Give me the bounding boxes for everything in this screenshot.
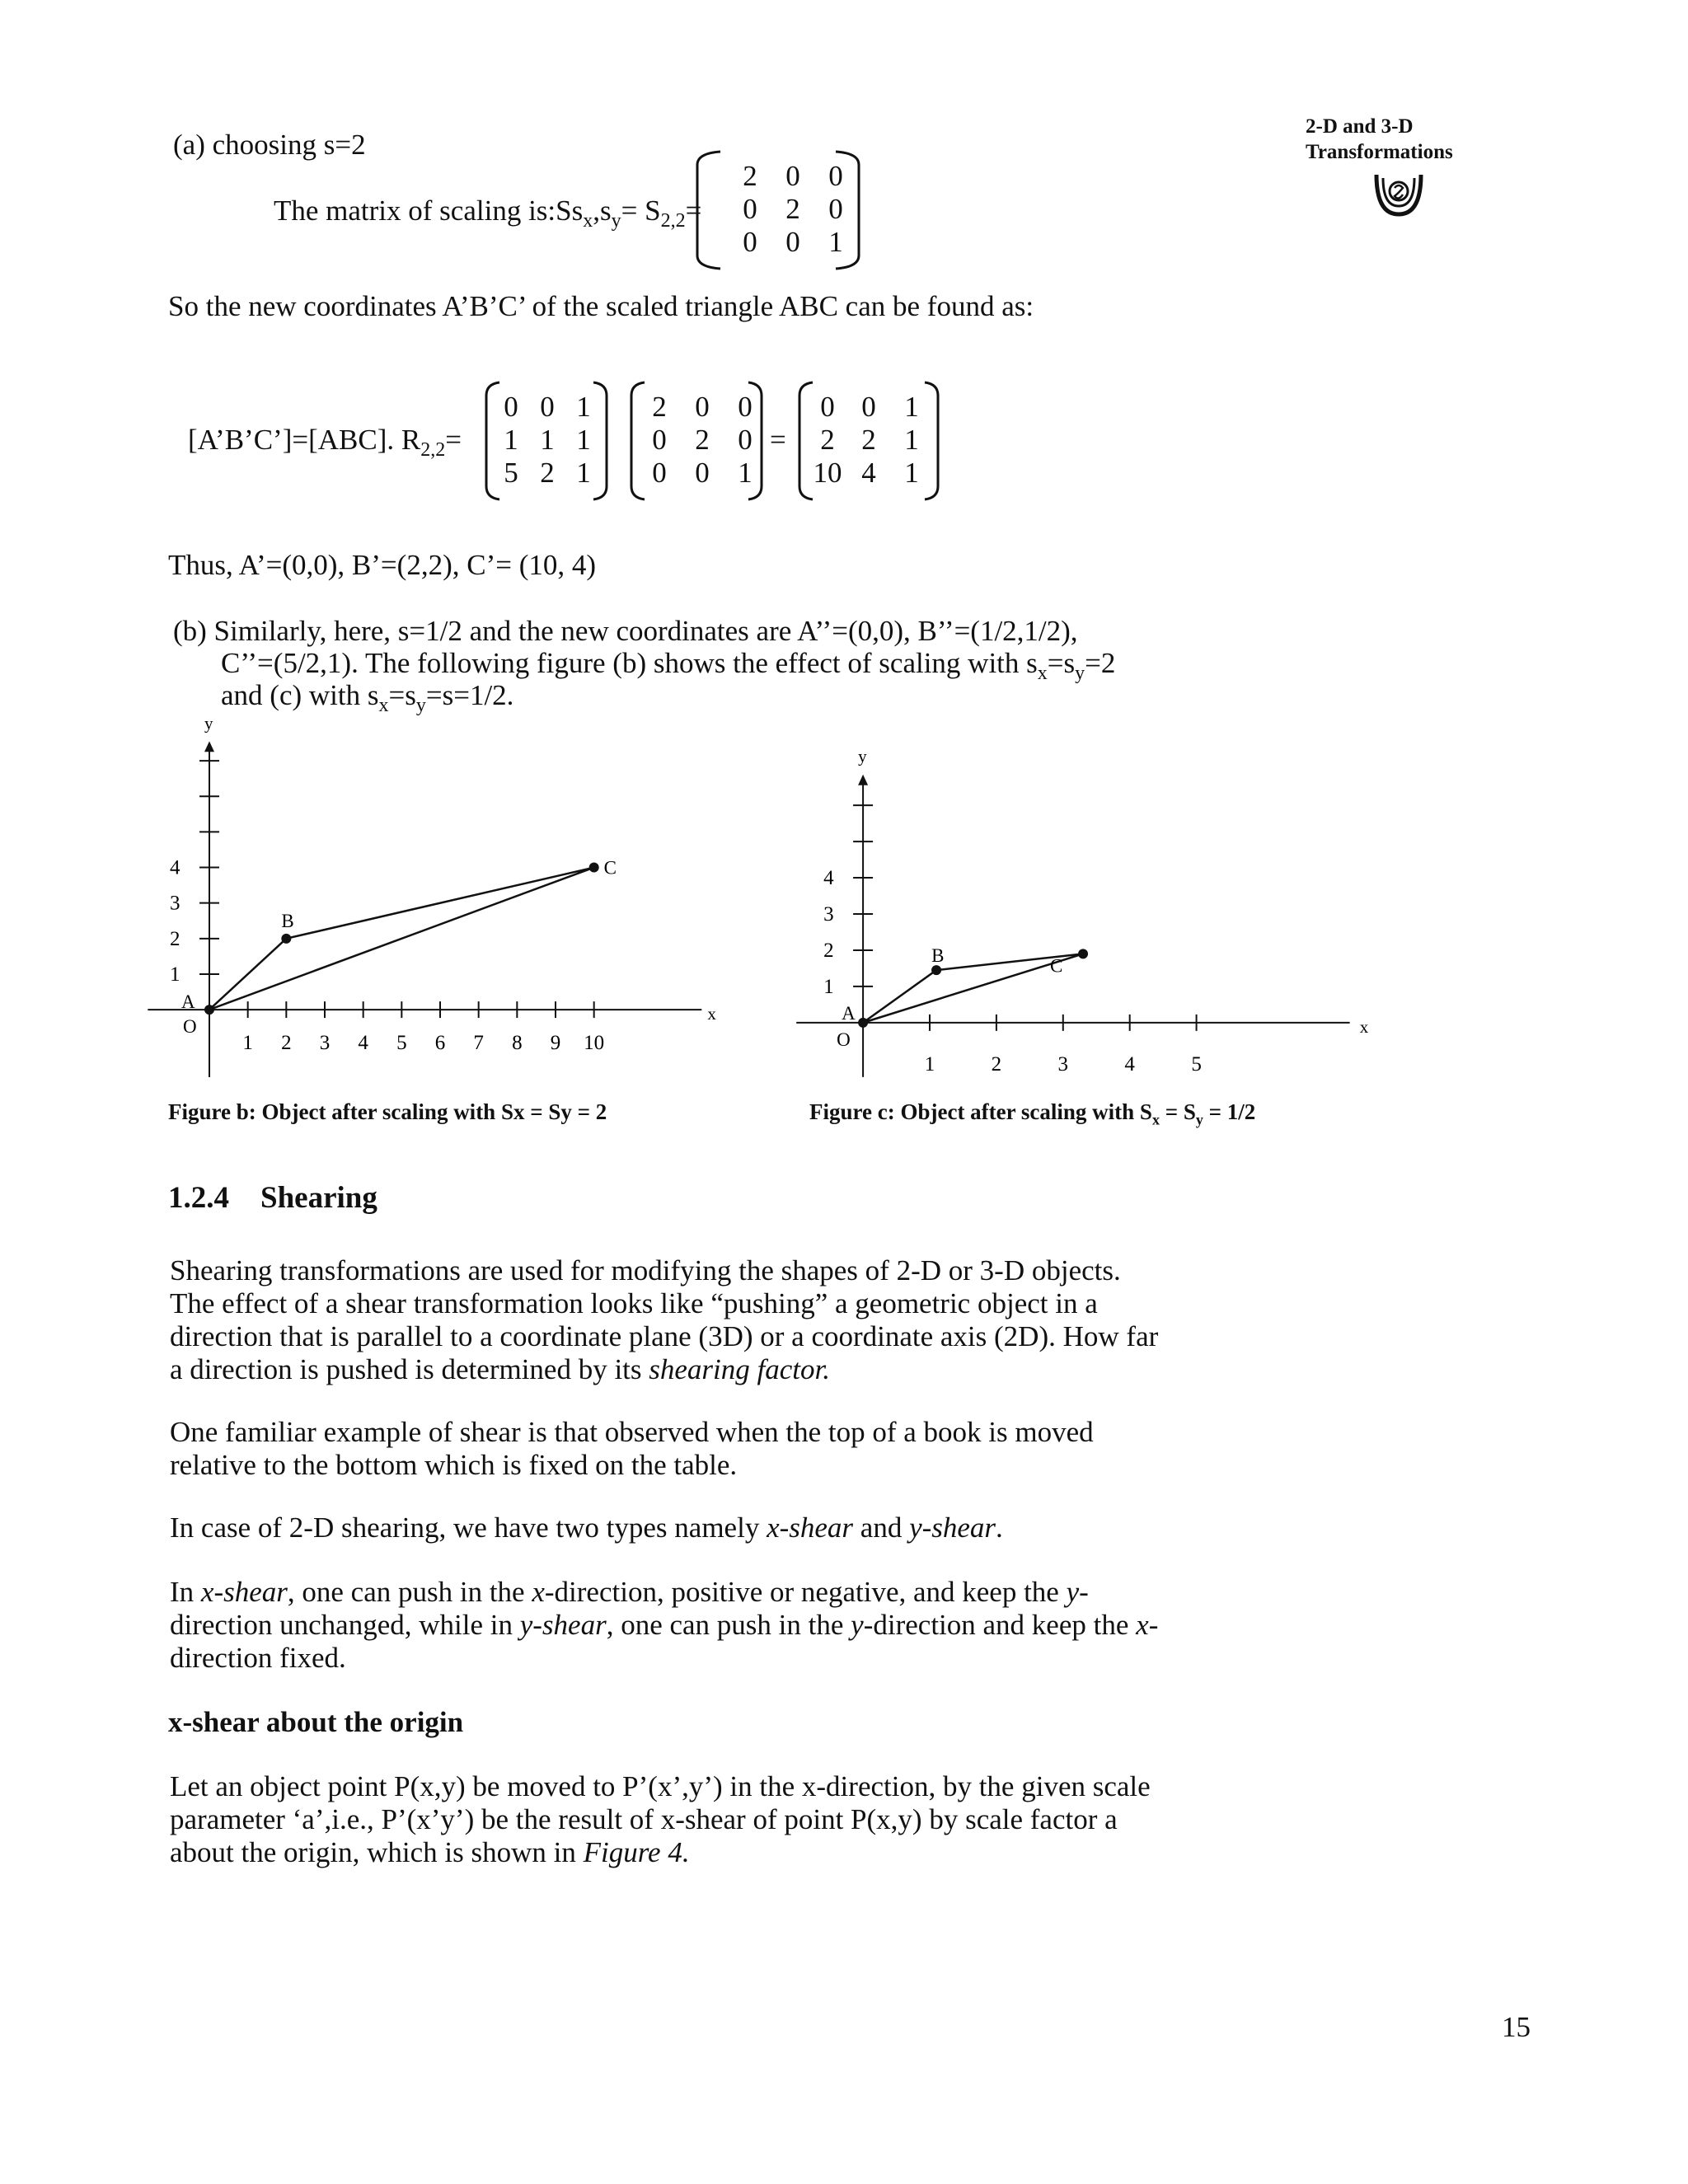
paragraph-intro: Shearing transformations are used for modifying the shapes of 2-D or 3-D objects. The effect of a shear transformation looks like “pushing” a geometric object in a direction that is parallel to a coordinate plane (3D) or a coordinate axis (2D). How far a direction is pushed is determined by its shearing factor. bbox=[170, 1254, 1159, 1385]
x-tick-label: 7 bbox=[473, 1032, 484, 1055]
abc-matrix-cell: 1 bbox=[576, 424, 591, 456]
scaling-matrix-cell: 2 bbox=[785, 193, 800, 225]
paragraph-x-shear: Let an object point P(x,y) be moved to P’(x’,y’) in the x-direction, by the given scale parameter ‘a’,i.e., P’(x’y’) be the result of x-shear of point P(x,y) by scale factor a about the origin, which is shown in Figure 4. bbox=[170, 1770, 1151, 1868]
part-b-line1: (b) Similarly, here, s=1/2 and the new coordinates are A’’=(0,0), B’’=(1/2,1/2), bbox=[173, 615, 1078, 647]
x-tick-label: 8 bbox=[512, 1032, 523, 1055]
figure-b-plot bbox=[140, 713, 717, 1088]
abc-matrix bbox=[493, 391, 602, 490]
point-label-b: B bbox=[281, 910, 294, 931]
result-matrix bbox=[808, 391, 933, 490]
abc-matrix-cell: 2 bbox=[540, 457, 555, 489]
abc-matrix-cell: 1 bbox=[540, 424, 555, 456]
scaling-matrix-cell: 0 bbox=[743, 193, 757, 225]
r-matrix-cell: 0 bbox=[695, 457, 710, 489]
x-tick-label: 9 bbox=[550, 1032, 561, 1055]
x-tick-label: 6 bbox=[434, 1032, 446, 1055]
point-b bbox=[931, 965, 941, 975]
scaling-matrix-cell: 0 bbox=[828, 160, 843, 192]
r-matrix-cell: 2 bbox=[695, 424, 710, 456]
x-axis-label: x bbox=[1359, 1016, 1369, 1037]
abc-matrix-cell: 0 bbox=[504, 391, 518, 423]
result-matrix-cell: 1 bbox=[904, 391, 919, 423]
right-bracket bbox=[590, 379, 610, 503]
equals-sign: = bbox=[770, 424, 786, 456]
running-title-line2: Transformations bbox=[1306, 141, 1453, 163]
x-tick-label: 1 bbox=[924, 1052, 935, 1076]
right-bracket bbox=[921, 379, 941, 503]
abc-matrix-cell: 5 bbox=[504, 457, 518, 489]
point-a bbox=[858, 1018, 868, 1028]
origin-label: O bbox=[183, 1016, 197, 1038]
point-a bbox=[204, 1005, 214, 1015]
x-tick-label: 4 bbox=[358, 1032, 368, 1055]
section-heading bbox=[168, 1180, 377, 1216]
x-tick-label: 3 bbox=[319, 1032, 331, 1055]
y-axis-arrow bbox=[858, 775, 868, 785]
scaling-matrix-cell: 0 bbox=[785, 160, 800, 192]
y-tick-label: 2 bbox=[170, 927, 181, 950]
scaling-matrix-cell: 0 bbox=[785, 226, 800, 258]
part-b-line2: C’’=(5/2,1). The following figure (b) shows the effect of scaling with $s_x=s_y=2$ bbox=[221, 647, 1116, 684]
r-matrix-cell: 0 bbox=[652, 424, 667, 456]
thus-statement: Thus, A’=(0,0), B’=(2,2), C’= (10, 4) bbox=[168, 549, 597, 581]
figure-c-plot bbox=[783, 746, 1376, 1088]
result-matrix-cell: 0 bbox=[861, 391, 876, 423]
x-tick-label: 4 bbox=[1124, 1052, 1135, 1076]
y-tick-label: 4 bbox=[170, 856, 181, 879]
result-matrix-cell: 1 bbox=[904, 424, 919, 456]
r-matrix-cell: 0 bbox=[738, 424, 753, 456]
point-c bbox=[589, 863, 599, 873]
result-matrix-cell: 1 bbox=[904, 457, 919, 489]
part-a-label: (a) choosing s=2 bbox=[173, 129, 366, 161]
result-matrix-cell: 0 bbox=[820, 391, 835, 423]
r-matrix-cell: 0 bbox=[652, 457, 667, 489]
y-axis-arrow bbox=[204, 741, 214, 752]
scaling-matrix-cell: 0 bbox=[743, 226, 757, 258]
x-tick-label: 2 bbox=[991, 1052, 1002, 1076]
page-number: 15 bbox=[1502, 2011, 1531, 2043]
triangle-outline bbox=[209, 868, 594, 1010]
result-matrix-cell: 2 bbox=[861, 424, 876, 456]
y-axis-label: y bbox=[204, 713, 213, 733]
scaling-matrix-cell: 0 bbox=[828, 193, 843, 225]
r-matrix-cell: 2 bbox=[652, 391, 667, 423]
r-matrix-cell: 1 bbox=[738, 457, 753, 489]
right-bracket bbox=[832, 148, 865, 272]
result-matrix-cell: 2 bbox=[820, 424, 835, 456]
running-title-line1: 2-D and 3-D bbox=[1306, 115, 1414, 138]
x-tick-label: 5 bbox=[1191, 1052, 1202, 1076]
r-matrix-cell: 0 bbox=[695, 391, 710, 423]
y-tick-label: 2 bbox=[823, 939, 834, 962]
abc-matrix-cell: 0 bbox=[540, 391, 555, 423]
new-coordinates-sentence: So the new coordinates A’B’C’ of the scaled triangle ABC can be found as: bbox=[168, 290, 1034, 322]
abc-matrix-cell: 1 bbox=[576, 457, 591, 489]
x-axis-label: x bbox=[707, 1004, 716, 1024]
scaling-matrix-label: The matrix of scaling $is:Ss_x,s_y= S_{2,2}=$ bbox=[274, 194, 702, 232]
point-label-b: B bbox=[931, 945, 945, 967]
right-bracket bbox=[745, 379, 765, 503]
section-number: 1.2.4 bbox=[168, 1181, 229, 1215]
part-b-line3: and (c) with $s_x=s_y=s=1/2$. bbox=[221, 679, 514, 716]
abc-matrix-cell: 1 bbox=[504, 424, 518, 456]
left-bracket bbox=[691, 148, 724, 272]
university-emblem-logo bbox=[1372, 170, 1426, 219]
point-c bbox=[1078, 949, 1088, 958]
section-title: Shearing bbox=[260, 1181, 377, 1215]
y-tick-label: 3 bbox=[170, 892, 181, 915]
x-tick-label: 10 bbox=[584, 1032, 605, 1055]
paragraph-book-example: One familiar example of shear is that observed when the top of a book is moved relative to the bottom which is fixed on the table. bbox=[170, 1416, 1094, 1481]
x-tick-label: 1 bbox=[242, 1032, 253, 1055]
x-tick-label: 5 bbox=[396, 1032, 407, 1055]
point-label-c: C bbox=[1050, 955, 1063, 977]
y-tick-label: 4 bbox=[823, 867, 834, 890]
origin-label: O bbox=[837, 1029, 851, 1050]
y-tick-label: 1 bbox=[823, 975, 834, 998]
y-tick-label: 3 bbox=[823, 903, 834, 926]
equation-lhs: [A’B’C’]=[ABC]. $R_{2,2}=$ bbox=[188, 424, 462, 461]
result-matrix-cell: 10 bbox=[813, 457, 842, 489]
paragraph-shear-description: In x-shear, one can push in the x-direction, positive or negative, and keep the y- direction unchanged, while in y-shear, one can push in the y-direction and keep the x- direction fixed. bbox=[170, 1576, 1159, 1674]
point-label-c: C bbox=[603, 857, 617, 879]
abc-matrix-cell: 1 bbox=[576, 391, 591, 423]
running-title bbox=[1306, 114, 1453, 165]
point-b bbox=[281, 934, 291, 944]
scaling-matrix-cell: 1 bbox=[828, 226, 843, 258]
result-matrix-cell: 4 bbox=[861, 457, 876, 489]
figure-b-caption: Figure b: Object after scaling with Sx = Sy = 2 bbox=[168, 1099, 607, 1124]
subheading-x-shear: x-shear about the origin bbox=[168, 1706, 464, 1738]
x-tick-label: 3 bbox=[1057, 1052, 1069, 1076]
x-tick-label: 2 bbox=[281, 1032, 292, 1055]
figure-c-caption: Figure c: Object after scaling with $S_x = S_y = 1/2$ bbox=[809, 1099, 1256, 1128]
point-label-a: A bbox=[842, 1002, 856, 1024]
scaling-matrix-cell: 2 bbox=[743, 160, 757, 192]
paragraph-types: In case of 2-D shearing, we have two types namely x-shear and y-shear. bbox=[170, 1511, 1003, 1544]
y-tick-label: 1 bbox=[170, 963, 181, 986]
point-label-a: A bbox=[181, 991, 195, 1013]
r-matrix-cell: 0 bbox=[738, 391, 753, 423]
y-axis-label: y bbox=[858, 746, 867, 766]
